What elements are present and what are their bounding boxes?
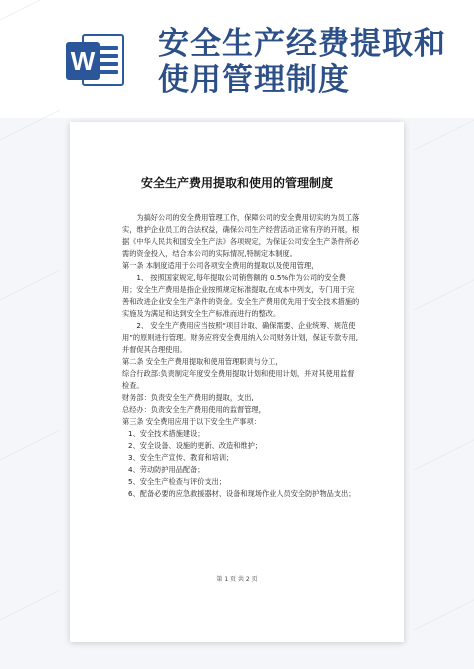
document-title: 安全生产费用提取和使用的管理制度 xyxy=(140,176,333,190)
page-number: 第 1 页 共 2 页 xyxy=(216,576,258,583)
document-body xyxy=(122,212,360,500)
article-3-item-4: 4、劳动防护用品配备； xyxy=(128,465,205,474)
paragraph-intro: 为搞好公司的安全费用管理工作，保障公司的安全费用切实的为员工落实，维护企业员工的合法权益，确保公司生产经营活动正常有序的开展，根据《中华人民共和国安全生产法》各项规定，为保证公司安全生产条件所必需的资金投入，结合本公司的实际情况,特制定本制度。 xyxy=(122,213,360,258)
article-3-item-5: 5、安全生产检查与评价支出； xyxy=(128,477,227,486)
word-document-icon xyxy=(66,32,126,88)
article-2-gm-office: 总经办：负责安全生产费用使用的监督管理， xyxy=(122,405,266,414)
banner-title: 安全生产经费提取和使用管理制度 xyxy=(158,26,446,98)
article-1-item-1: 1、 按照国家规定,每年提取公司销售额的 0.5%作为公司的安全费用；安全生产费用是指企业按照规定标准提取,在成本中列支，专门用于完善和改进企业安全生产条件的资金。安全生产费用优先用于安全技术措施的实施及为满足和达到安全生产标准而进行的整改。 xyxy=(122,273,360,318)
article-1: 第一条 本制度适用于公司各项安全费用的提取以及使用管理， xyxy=(122,261,319,270)
article-2: 第二条 安全生产费用提取和使用管理职责与分工， xyxy=(122,357,283,366)
banner xyxy=(0,0,474,118)
article-3-item-2: 2、安全设备、设施的更新、改造和维护； xyxy=(128,441,262,450)
document-page xyxy=(70,122,404,642)
article-3-item-3: 3、安全生产宣传、教育和培训； xyxy=(128,453,234,462)
word-logo-letter: W xyxy=(66,42,100,80)
article-3-item-1: 1、安全技术措施建设； xyxy=(128,429,205,438)
article-3-item-6: 6、配备必要的应急救援器材、设备和现场作业人员安全防护物品支出； xyxy=(128,489,356,498)
article-2-finance: 财务部：负责安全生产费用的提取，支出, xyxy=(122,393,254,402)
article-1-item-2: 2、 安全生产费用应当按照“项目计取、确保需要、企业统筹、规范使用”的原则进行管理。财务应将安全费用纳入公司财务计划，保证专款专用,并督促其合理使用。 xyxy=(122,321,359,354)
article-2-admin: 综合行政部:负责制定年度安全费用提取计划和使用计划，并对其使用监督检查。 xyxy=(122,369,355,390)
article-3: 第三条 安全费用应用于以下安全生产事项： xyxy=(122,417,261,426)
